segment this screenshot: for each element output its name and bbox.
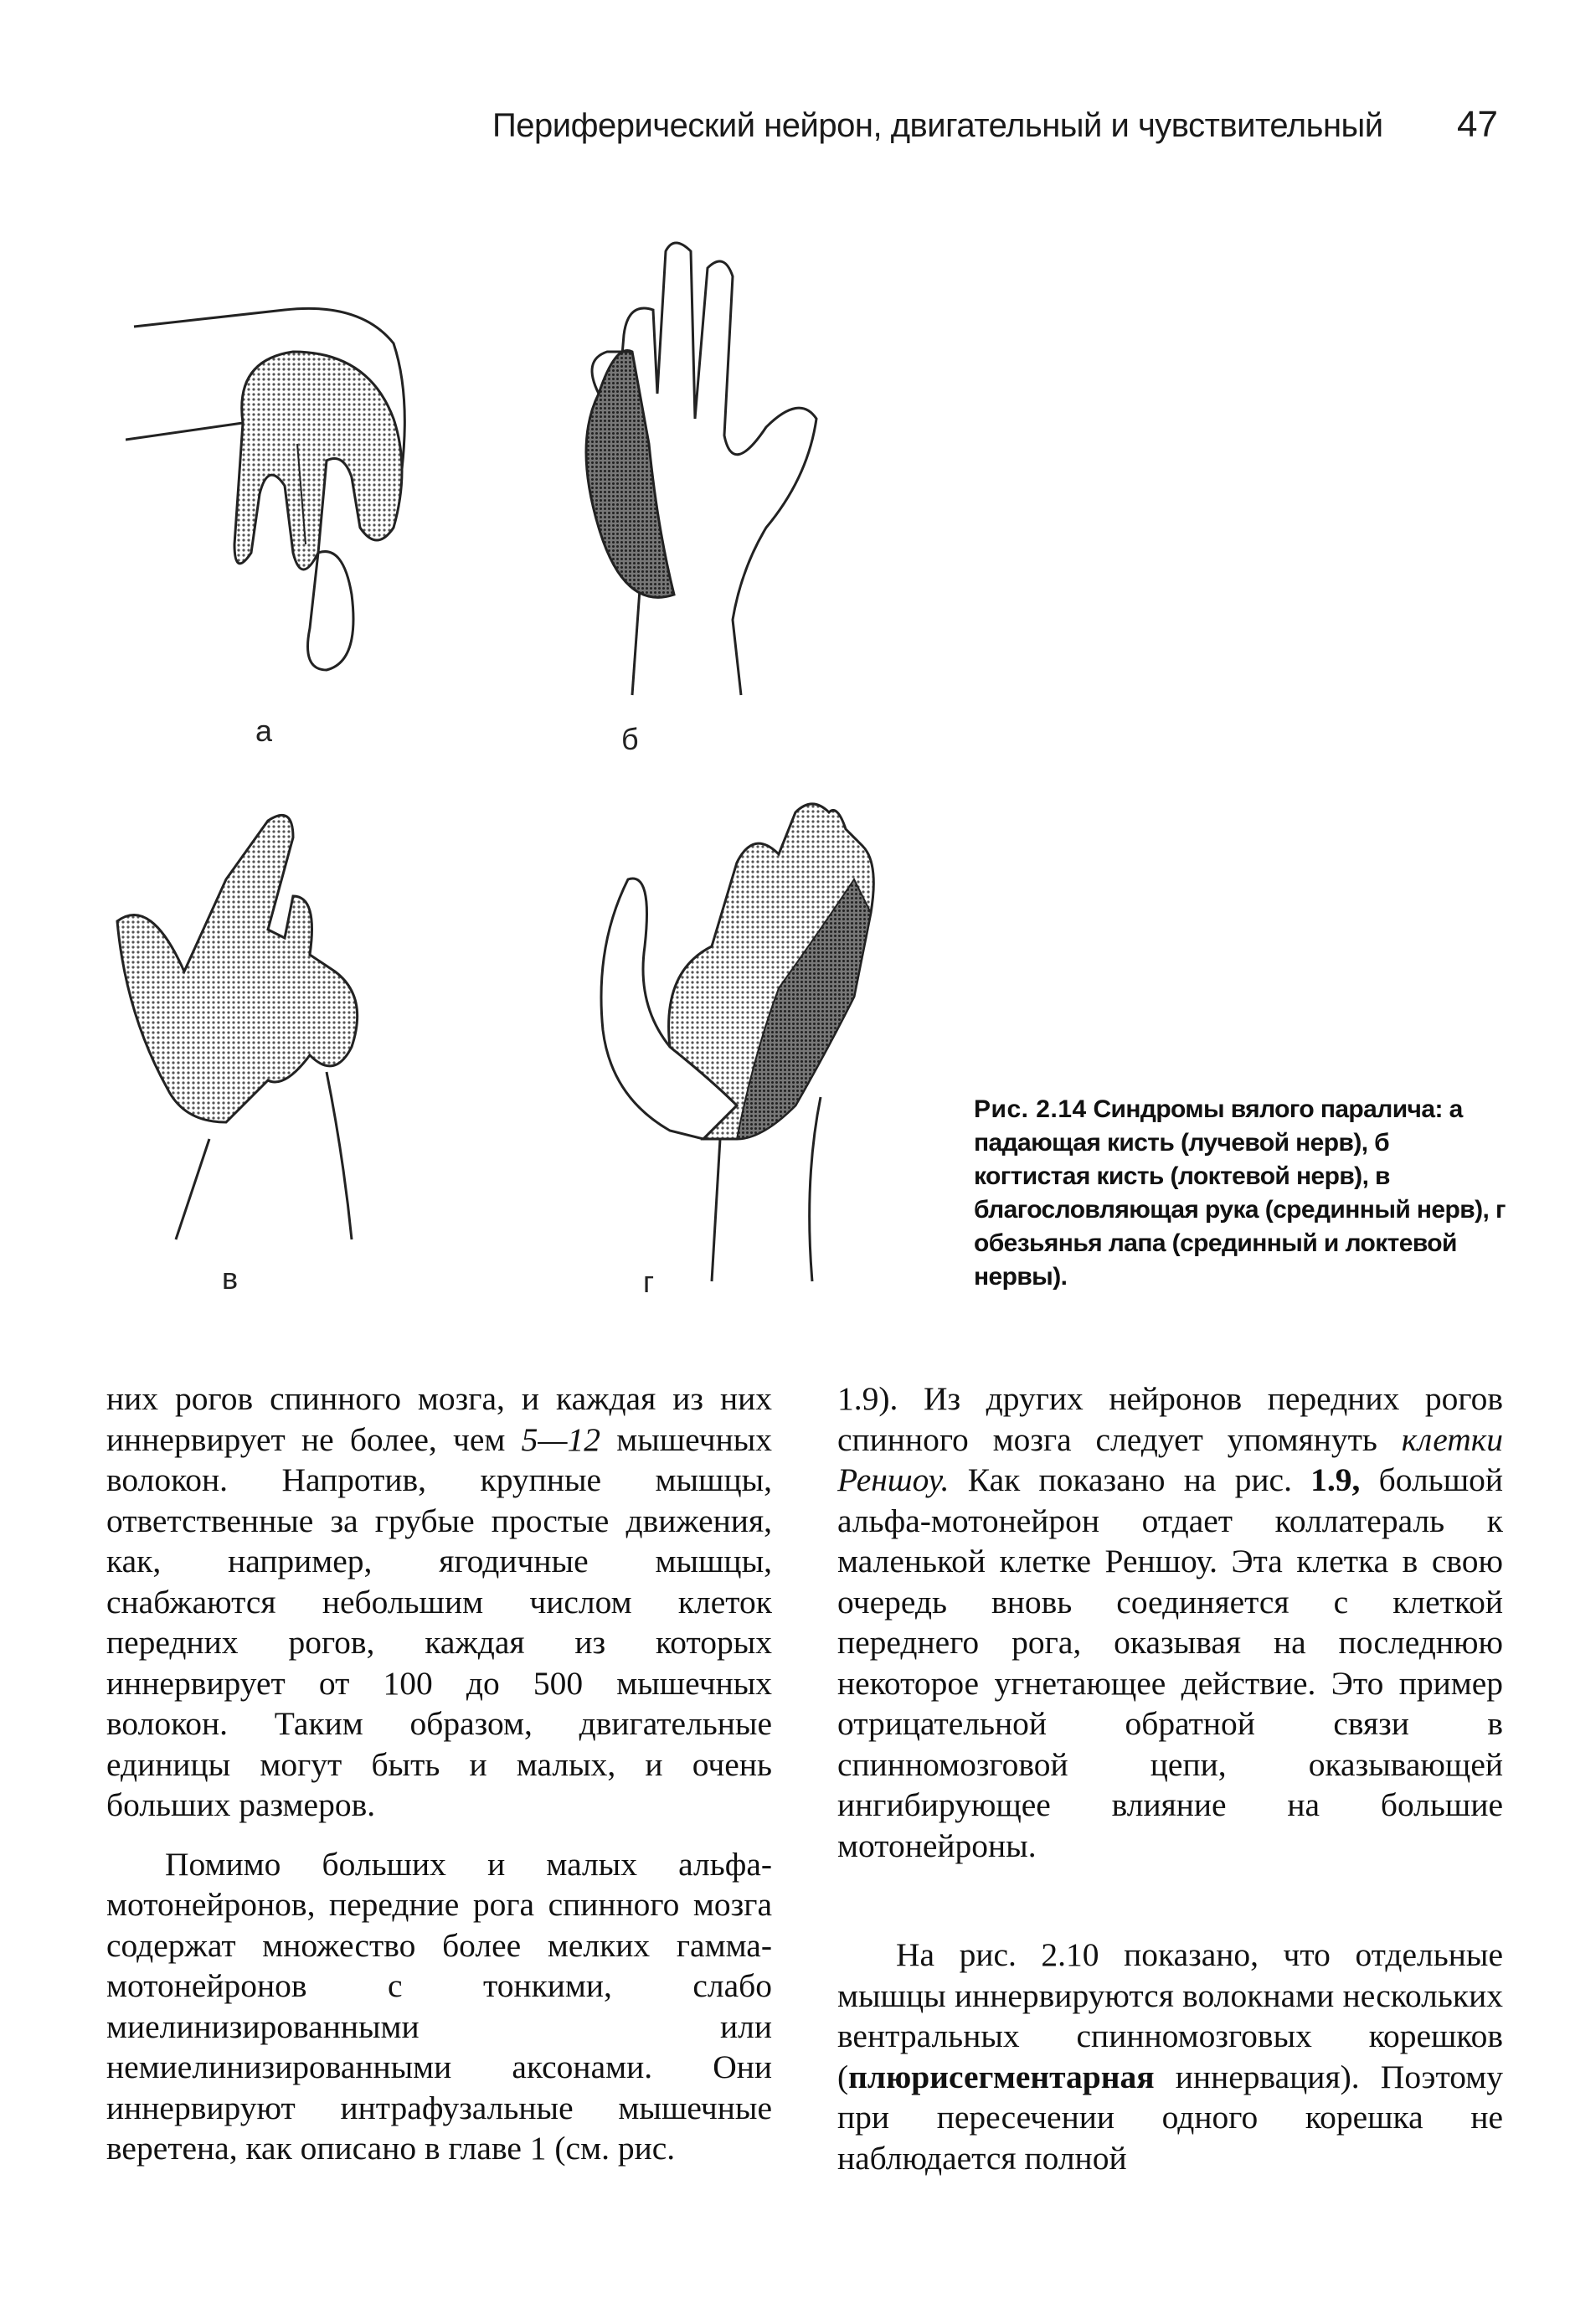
- plurisegmental-term: плюрисегментарная: [848, 2058, 1155, 2095]
- illustration-wrist-drop: [126, 276, 486, 695]
- number-range: 5—12: [521, 1420, 600, 1458]
- panel-label-v: в: [222, 1261, 239, 1296]
- figure-caption: [974, 1093, 1510, 1294]
- right-paragraph-1: 1.9). Из других нейронов передних рогов спинного мозга следует упомянуть клетки Реншоу. Как показано на рис. 1.9, большой альфа-мотонейрон отдает коллатераль к маленькой клетке Реншоу. Эта клетка в свою очередь вновь соединяется с клеткой переднего рога, оказывая на последнюю некоторое угнетающее действие. Это пример отрицательной обратной связи в спинномозговой цепи, оказывающей ингибирующее влияние на большие мотонейроны.: [837, 1380, 1503, 1864]
- right-column: [837, 1378, 1503, 2178]
- page-number: 47: [1457, 104, 1498, 145]
- running-title: Периферический нейрон, двигательный и чувствительный: [492, 107, 1383, 144]
- right-paragraph-2: На рис. 2.10 показано, что отдельные мышцы иннервируются волокнами нескольких вентральных спинномозговых корешков (плюрисегментарная иннервация). Поэтому при пересечении одного корешка не наблюдается полной: [837, 1936, 1503, 2177]
- panel-label-a: а: [255, 714, 273, 748]
- figure-reference: 1.9,: [1310, 1461, 1361, 1498]
- left-paragraph-1: них рогов спинного мозга, и каждая из них иннервирует не более, чем 5—12 мышечных волокон. Напротив, крупные мышцы, ответственные за грубые простые движения, как, например, ягодичные мышцы, снабжаются небольшим числом клеток передних рогов, каждая из которых иннервирует от 100 до 500 мышечных волокон. Таким образом, двигательные единицы могут быть и малых, и очень больших размеров.: [106, 1380, 773, 1823]
- renshaw-cells-term: клетки Реншоу.: [837, 1420, 1503, 1498]
- illustration-benediction-hand: [100, 804, 402, 1273]
- figure-caption-text: Синдромы вялого паралича: а падающая кисть (лучевой нерв), б когтистая кисть (локтевой нерв), в благословляющая рука (срединный нерв), г обезьянья лапа (срединный и локтевой нервы).: [974, 1095, 1506, 1291]
- illustration-claw-hand: [515, 226, 867, 729]
- left-column: [106, 1378, 772, 2169]
- panel-label-b: б: [621, 722, 639, 756]
- figure-caption-label: Рис. 2.14: [974, 1095, 1087, 1123]
- illustration-ape-hand: [544, 779, 896, 1298]
- left-paragraph-2: Помимо больших и малых альфа-мотонейронов, передние рога спинного мозга содержат множество более мелких гамма-мотонейронов с тонкими, слабо миелинизированными или немиелинизированными аксонами. Они иннервируют интрафузальные мышечные веретена, как описано в главе 1 (см. рис.: [106, 1845, 772, 2167]
- panel-label-g: г: [643, 1265, 655, 1299]
